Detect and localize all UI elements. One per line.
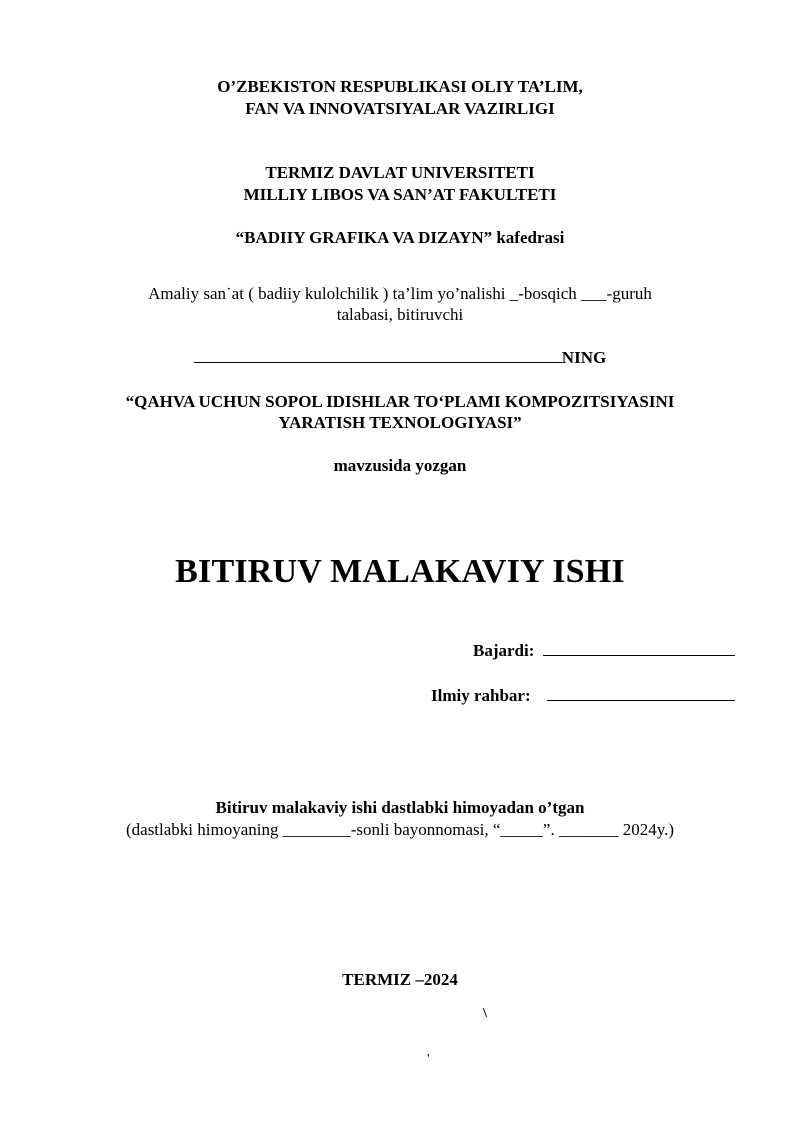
supervisor-blank: [547, 686, 735, 701]
defense-line-2: (dastlabki himoyaning ________-sonli bayonnomasi, “_____”. _______ 2024y.): [125, 820, 675, 839]
student-info-line-2: talabasi, bitiruvchi: [336, 305, 464, 324]
topic-line-2: YARATISH TEXNOLOGIYASI”: [278, 413, 522, 432]
defense-line-1: Bitiruv malakaviy ishi dastlabki himoyadan o’tgan: [215, 798, 585, 817]
student-info-line-1: Amaliy san˙at ( badiiy kulolchilik ) ta’lim yo’nalishi _-bosqich ___-guruh: [148, 284, 652, 303]
performed-by-blank: [543, 641, 735, 656]
topic-caption: mavzusida yozgan: [333, 456, 467, 475]
student-name-line: [0, 347, 800, 369]
work-title: BITIRUV MALAKAVIY ISHI: [175, 553, 625, 590]
ministry-line-2: FAN VA INNOVATSIYALAR VAZIRLIGI: [245, 99, 555, 118]
university-line-2: MILLIY LIBOS VA SAN’AT FAKULTETI: [243, 185, 557, 204]
city-year: TERMIZ –2024: [342, 970, 458, 989]
department-name: “BADIIY GRAFIKA VA DIZAYN” kafedrasi: [235, 228, 565, 247]
stray-mark-1: \: [483, 1006, 487, 1021]
performed-by-row: [473, 641, 735, 661]
supervisor-label: Ilmiy rahbar:: [431, 686, 531, 705]
topic-line-1: “QAHVA UCHUN SOPOL IDISHLAR TO‘PLAMI KOMPOZITSIYASINI: [125, 392, 675, 411]
university-line-1: TERMIZ DAVLAT UNIVERSITETI: [265, 163, 535, 182]
stray-mark-2: ': [427, 1052, 430, 1067]
student-name-blank: [194, 348, 562, 363]
supervisor-row: [431, 686, 735, 706]
student-name-suffix: NING: [561, 348, 607, 367]
performed-by-label: Bajardi:: [473, 641, 535, 660]
ministry-line-1: O’ZBEKISTON RESPUBLIKASI OLIY TA’LIM,: [217, 77, 583, 96]
